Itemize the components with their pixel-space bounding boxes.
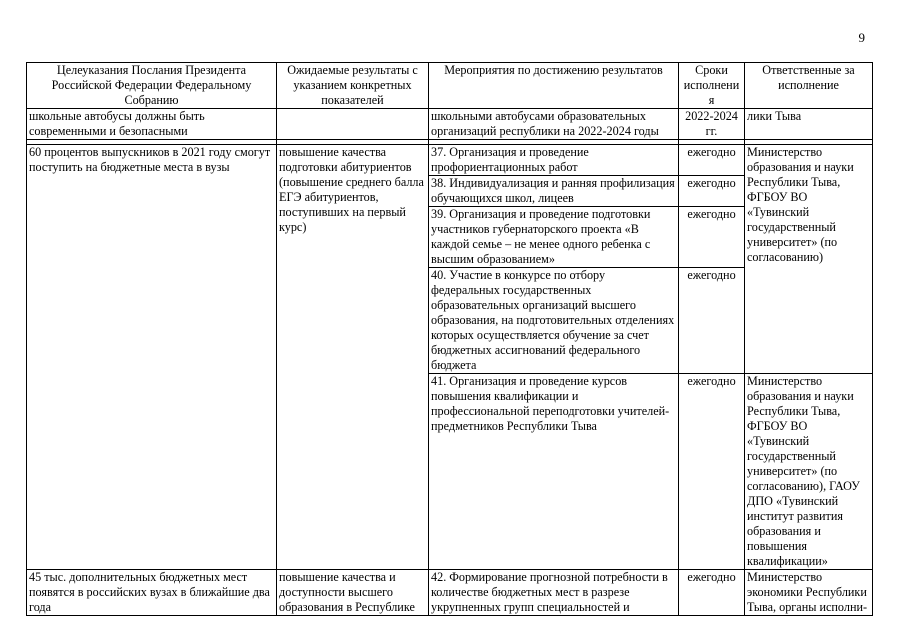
deadline-cell: ежегодно: [679, 207, 745, 268]
results-cell: [277, 109, 429, 140]
deadline-cell: 2022-2024 гг.: [679, 109, 745, 140]
deadline-cell: ежегодно: [679, 570, 745, 616]
measure-cell: школьными автобусами образовательных организаций республики на 2022-2024 годы: [429, 109, 679, 140]
table-row: [27, 145, 873, 176]
plan-table: [26, 62, 873, 616]
goal-cell: 45 тыс. дополнительных бюджетных мест появятся в российских вузах в ближайшие два года: [27, 570, 277, 616]
results-cell: повышение качества подготовки абитуриентов (повышение среднего балла ЕГЭ абитуриентов, поступивших на первый курс): [277, 145, 429, 570]
header-responsible: Ответственные за исполнение: [745, 63, 873, 109]
measure-cell: 40. Участие в конкурсе по отбору федеральных государственных образовательных организаций высшего образования, на подготовительных отделениях которых осуществляется обучение за счет бюджетных ассигнований федерального бюджета: [429, 268, 679, 374]
deadline-cell: ежегодно: [679, 145, 745, 176]
header-goal: Целеуказания Послания Президента Российской Федерации Федеральному Собранию: [27, 63, 277, 109]
goal-cell: школьные автобусы должны быть современными и безопасными: [27, 109, 277, 140]
page-number: 9: [858, 30, 865, 45]
measure-cell: 41. Организация и проведение курсов повышения квалификации и профессиональной переподготовки учителей-предметников Республики Тыва: [429, 374, 679, 570]
measure-cell: 38. Индивидуализация и ранняя профилизация обучающихся школ, лицеев: [429, 176, 679, 207]
goal-cell: 60 процентов выпускников в 2021 году смогут поступить на бюджетные места в вузы: [27, 145, 277, 570]
responsible-cell: Министерство образования и науки Республики Тыва, ФГБОУ ВО «Тувинский государственный университет» (по согласованию), ГАОУ ДПО «Тувинский институт развития образования и повышения квалификации»: [745, 374, 873, 570]
table-row: [27, 109, 873, 140]
header-measures: Мероприятия по достижению результатов: [429, 63, 679, 109]
header-results: Ожидаемые результаты с указанием конкретных показателей: [277, 63, 429, 109]
results-cell: повышение качества и доступности высшего образования в Республике: [277, 570, 429, 616]
responsible-cell: Министерство образования и науки Республики Тыва, ФГБОУ ВО «Тувинский государственный университет» (по согласованию): [745, 145, 873, 374]
responsible-cell: лики Тыва: [745, 109, 873, 140]
deadline-cell: ежегодно: [679, 176, 745, 207]
deadline-cell: ежегодно: [679, 268, 745, 374]
header-deadline: Сроки исполнения: [679, 63, 745, 109]
measure-cell: 37. Организация и проведение профориентационных работ: [429, 145, 679, 176]
measure-cell: 42. Формирование прогнозной потребности в количестве бюджетных мест в разрезе укрупненных групп специальностей и: [429, 570, 679, 616]
responsible-cell: Министерство экономики Республики Тыва, органы исполни-: [745, 570, 873, 616]
table-row: [27, 570, 873, 616]
measure-cell: 39. Организация и проведение подготовки участников губернаторского проекта «В каждой семье – не менее одного ребенка с высшим образованием»: [429, 207, 679, 268]
header-row: [27, 63, 873, 109]
deadline-cell: ежегодно: [679, 374, 745, 570]
